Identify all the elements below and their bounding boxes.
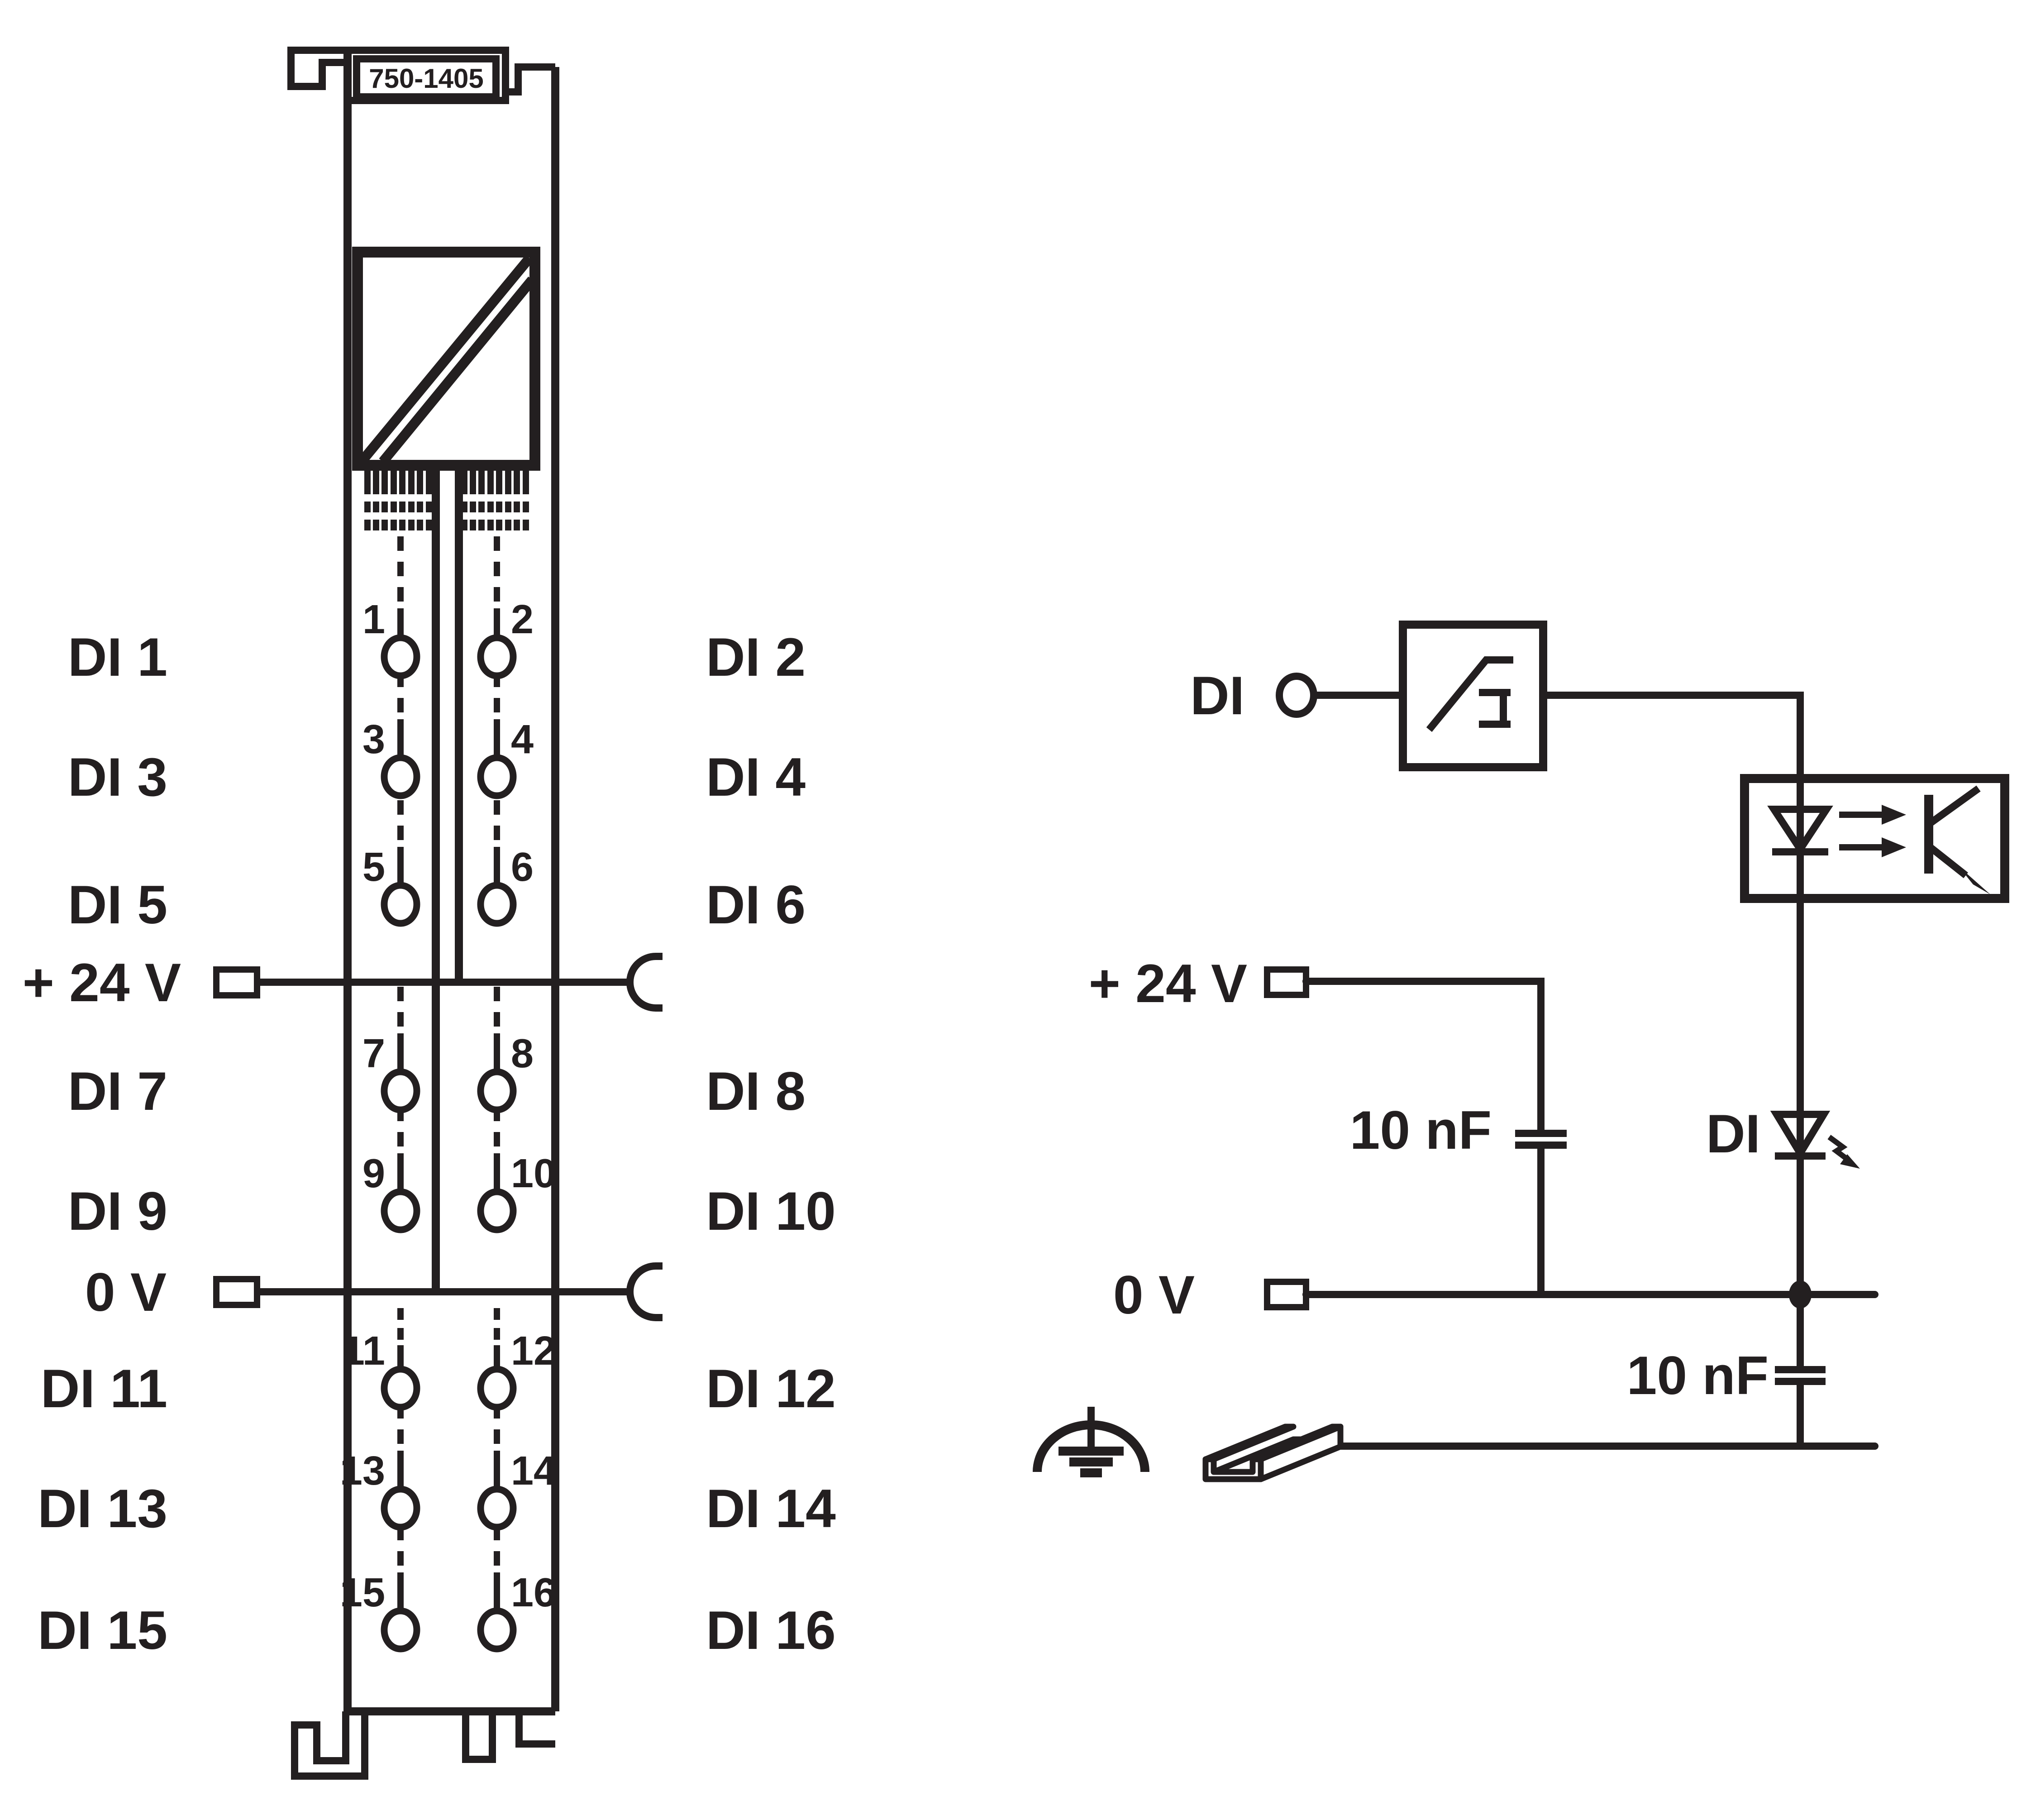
clamp-terminal-icon: [216, 970, 257, 995]
terminal-contact-icon: [384, 1369, 417, 1407]
input-terminal-icon: [1279, 676, 1314, 714]
arrow-shafts: [1839, 815, 1882, 847]
channel-label-left: DI 5: [67, 874, 167, 935]
channel-label-left: DI 13: [38, 1478, 167, 1539]
current-limit-symbol: [1479, 693, 1511, 724]
channel-label-right: DI 16: [706, 1600, 836, 1661]
clamp-terminal-icon: [1267, 1282, 1306, 1307]
terminal-contact-icon: [384, 1489, 417, 1527]
terminal-contact-icon: [481, 1489, 513, 1527]
pin-number: 10: [511, 1151, 557, 1196]
bottom-corner-tab-icon: [519, 1711, 555, 1744]
channel-label-right: DI 12: [706, 1358, 836, 1419]
mounting-hook-icon: [291, 50, 348, 86]
terminal-row: [41, 1308, 836, 1419]
status-led-icon: [1775, 1114, 1860, 1169]
clamp-terminal-icon: [1267, 970, 1306, 995]
diagonal-line-1: [363, 258, 529, 460]
fanout-lines: [367, 466, 526, 531]
input-label: DI: [1190, 665, 1244, 726]
pin-number: 9: [362, 1151, 385, 1196]
emitter-arrow-head: [1959, 866, 1990, 894]
plus24-label: + 24 V: [1088, 953, 1247, 1014]
terminal-contact-icon: [481, 1369, 513, 1407]
functional-earth-icon: [1037, 1407, 1145, 1473]
capacitor-icon: [1775, 1295, 1826, 1446]
zero-volt-label: 0 V: [85, 1262, 167, 1323]
status-led-label: DI: [1706, 1103, 1760, 1164]
channel-label-right: DI 2: [706, 627, 806, 688]
capacitor-plates: [1775, 1370, 1826, 1381]
terminal-contact-icon: [384, 1611, 417, 1649]
module-part-number: 750-1405: [369, 63, 484, 94]
terminal-contact-icon: [481, 885, 513, 923]
pin-number: 8: [511, 1031, 534, 1076]
power-jumper-contact-icon: [630, 956, 663, 1008]
terminal-contact-icon: [384, 758, 417, 796]
channel-schematic: [1037, 625, 2005, 1479]
clamp-terminal-icon: [216, 1279, 257, 1305]
io-module-drawing: [23, 50, 836, 1776]
pin-number: 11: [342, 1328, 385, 1374]
channel-label-left: DI 11: [40, 1358, 167, 1419]
pin-number: 3: [362, 717, 385, 762]
electronics-block-icon: [358, 252, 535, 465]
pin-number: 13: [339, 1448, 385, 1494]
plus24-label: + 24 V: [22, 952, 181, 1013]
capacitor-icon: [1515, 1133, 1567, 1295]
pin-number: 5: [362, 845, 385, 890]
channel-label-right: DI 10: [706, 1181, 836, 1242]
arrow-head: [1882, 837, 1906, 857]
optocoupler-icon: [1745, 779, 2005, 898]
input-filter-icon: [1403, 625, 1543, 767]
din-rail-icon: [1206, 1427, 1340, 1479]
pin-number: 16: [511, 1570, 557, 1615]
din-foot-icon: [295, 1711, 365, 1776]
terminal-row: [68, 1107, 836, 1242]
terminal-contact-icon: [384, 885, 417, 923]
channel-label-right: DI 8: [706, 1061, 806, 1122]
terminal-row: [38, 1526, 836, 1661]
channel-label-right: DI 4: [706, 747, 806, 807]
light-arrows-icon: [1839, 805, 1906, 857]
pin-number: 4: [511, 717, 534, 762]
channel-label-left: DI 1: [67, 627, 167, 688]
terminal-contact-icon: [481, 638, 513, 676]
pin-number: 14: [511, 1448, 557, 1494]
module-top-step: [505, 67, 555, 92]
channel-label-left: DI 3: [67, 747, 167, 807]
terminal-contact-icon: [384, 1072, 417, 1110]
channel-label-left: DI 15: [38, 1600, 167, 1661]
power-jumper-contact-icon: [630, 1266, 663, 1318]
terminal-contact-icon: [481, 1192, 513, 1230]
terminal-contact-icon: [481, 1072, 513, 1110]
capacitor-plates: [1515, 1133, 1567, 1145]
plus24-rail: [23, 952, 663, 1013]
zero-volt-label: 0 V: [1113, 1265, 1195, 1325]
collector-lead: [1927, 788, 1979, 826]
channel-label-left: DI 7: [67, 1061, 167, 1122]
capacitor-value-label: 10 nF: [1349, 1100, 1492, 1161]
channel-label-right: DI 6: [706, 874, 806, 935]
channel-label-left: DI 9: [67, 1181, 167, 1242]
capacitor-value-label: 10 nF: [1626, 1345, 1769, 1406]
channel-label-right: DI 14: [706, 1478, 836, 1539]
terminal-contact-icon: [481, 1611, 513, 1649]
pin-number: 1: [362, 597, 385, 642]
zero-volt-rail: [85, 1262, 663, 1323]
pin-number: 6: [511, 845, 534, 890]
pin-number: 2: [511, 597, 534, 642]
diagonal-line-2: [383, 280, 532, 462]
arrow-head: [1882, 805, 1906, 825]
input-filter-frame: [1403, 625, 1543, 767]
pin-number: 12: [511, 1328, 557, 1374]
terminal-contact-icon: [481, 758, 513, 796]
phototransistor-icon: [1927, 788, 1990, 894]
pin-number: 7: [362, 1031, 385, 1076]
channel-wire: [1543, 695, 1800, 1295]
terminal-contact-icon: [384, 1192, 417, 1230]
earth-bars: [1058, 1451, 1124, 1473]
terminal-contact-icon: [384, 638, 417, 676]
bottom-tab-icon: [466, 1711, 492, 1759]
pin-number: 15: [339, 1570, 385, 1615]
terminal-row: [38, 1404, 836, 1539]
